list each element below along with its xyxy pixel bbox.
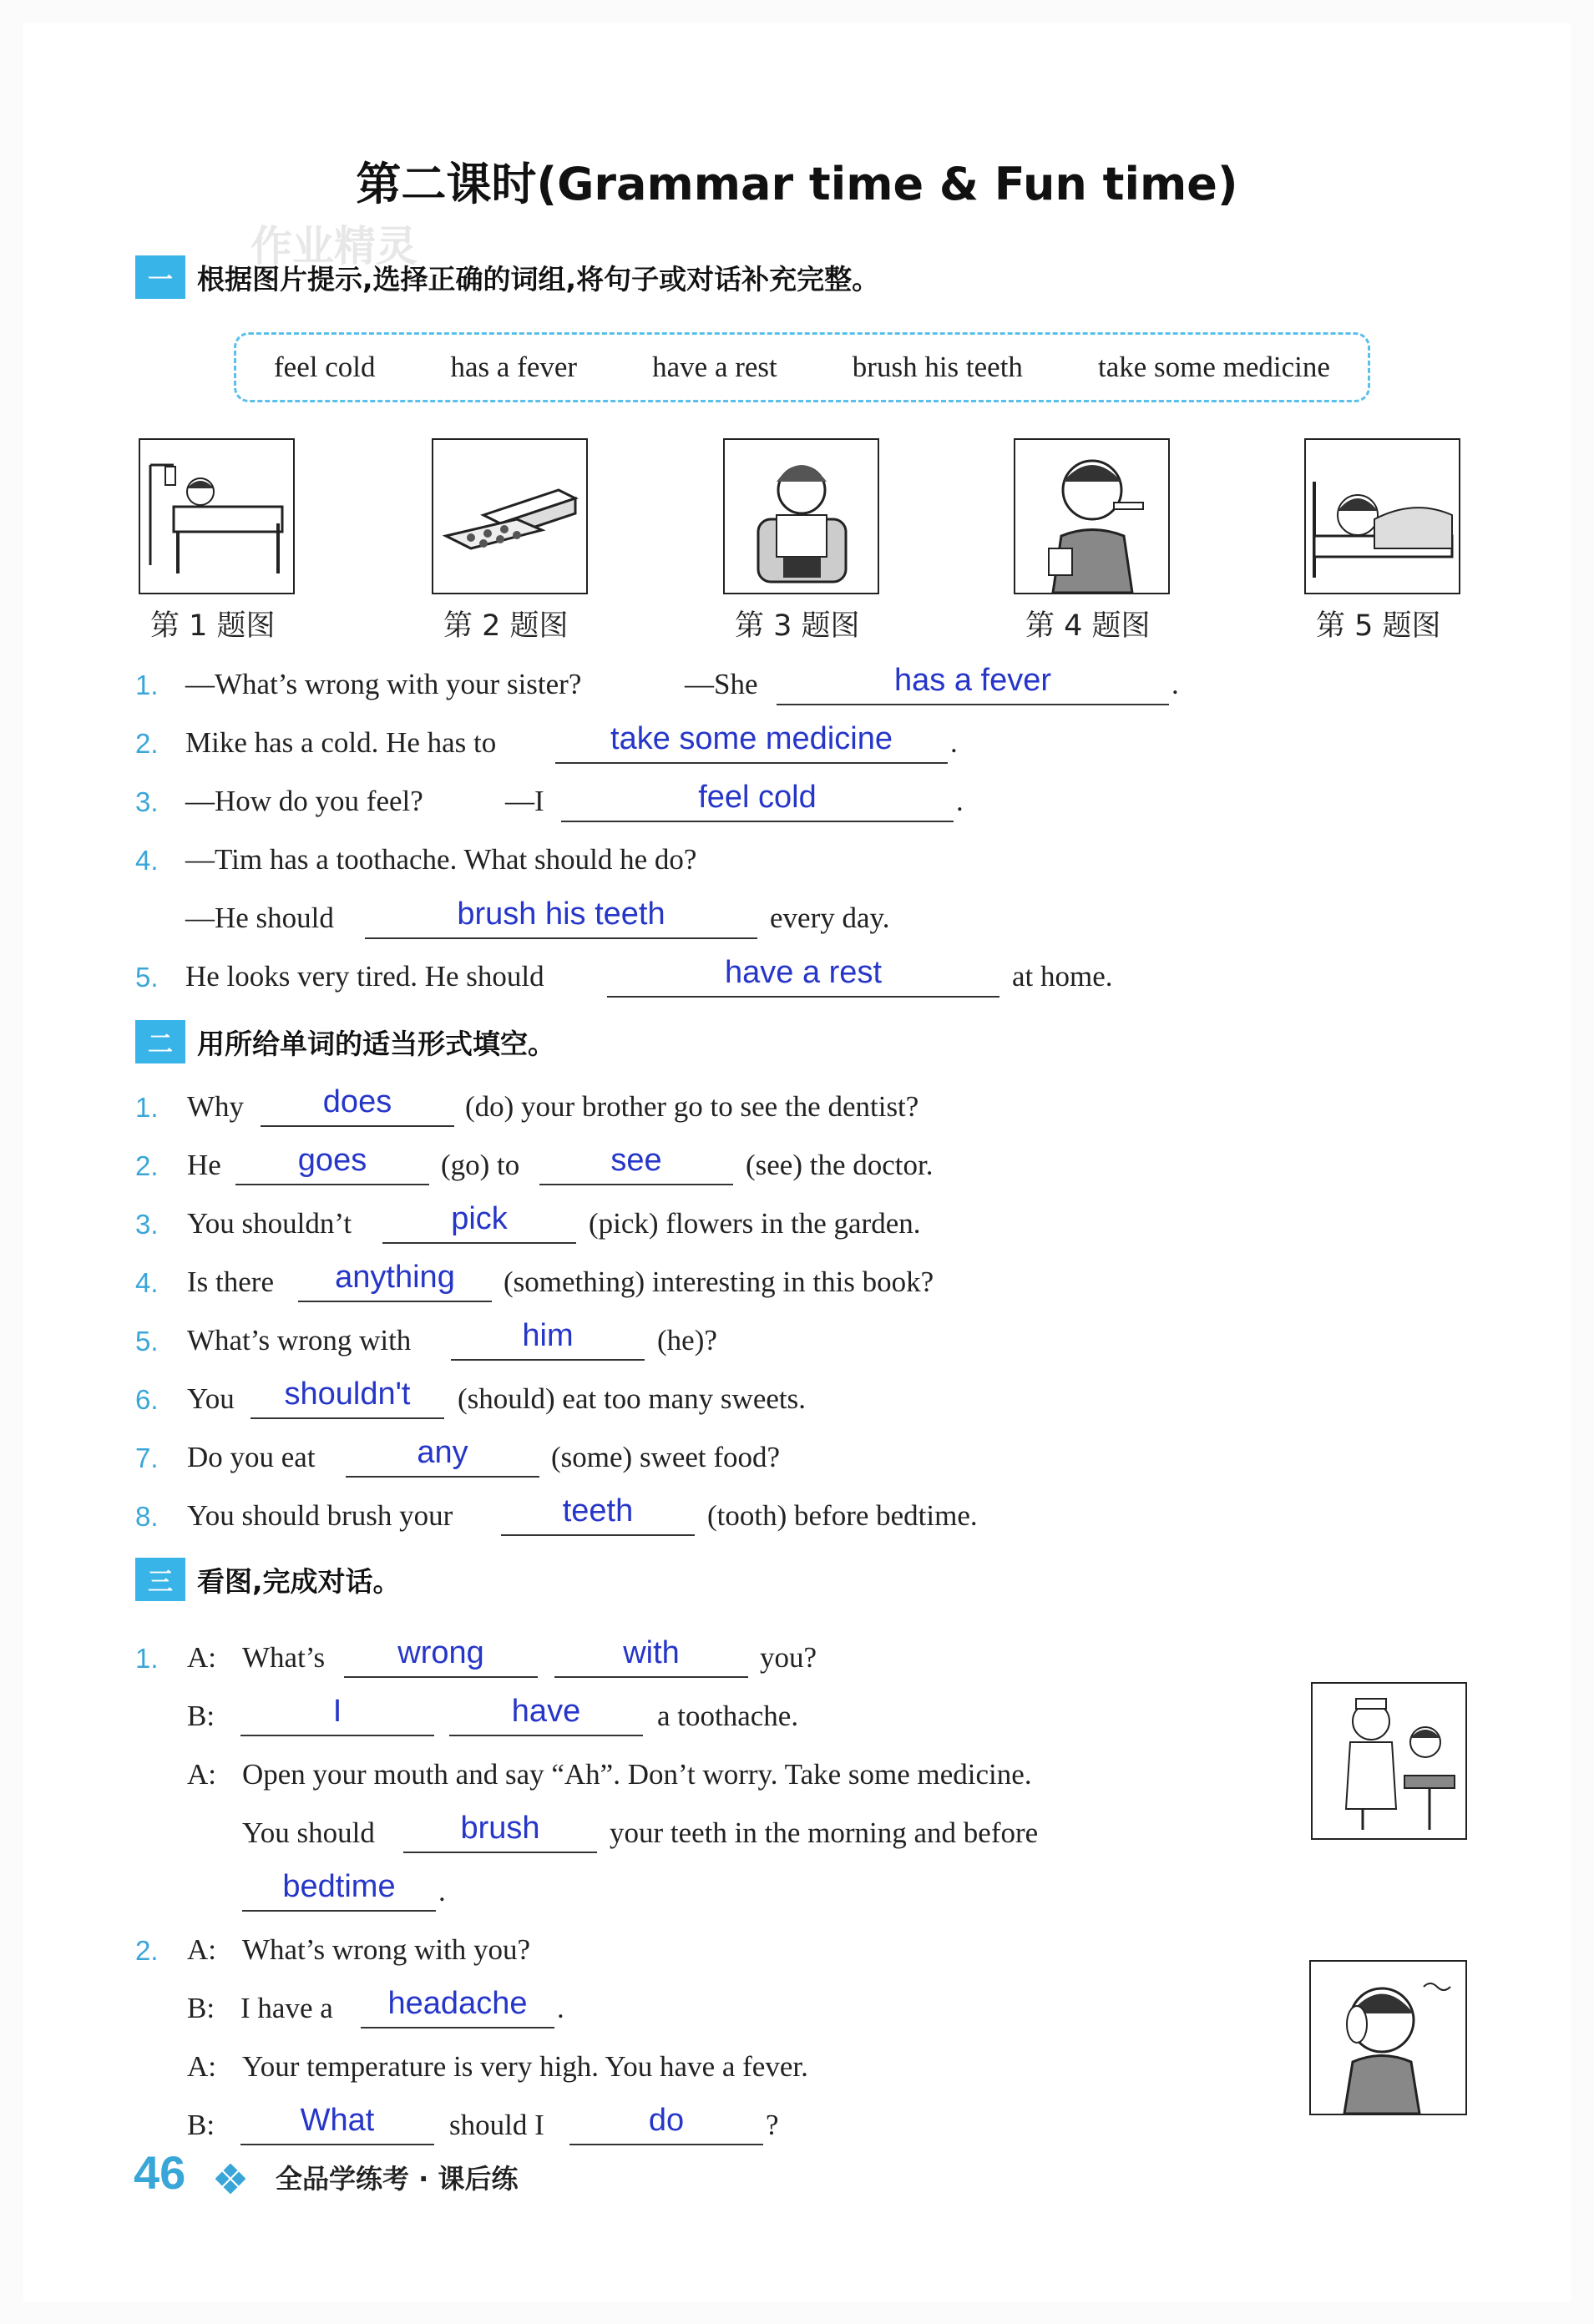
answer-text: headache (387, 1986, 528, 2021)
question-text: —He should (185, 902, 334, 934)
answer-blank[interactable] (449, 1695, 643, 1736)
dialogue-text: You should (242, 1816, 375, 1849)
question-text: . (950, 726, 958, 759)
dialogue-text: your teeth in the morning and before (610, 1816, 1039, 1849)
section-badge: 一 (135, 255, 185, 299)
question-text: at home. (1012, 960, 1113, 993)
question-text: (go) to (441, 1149, 520, 1181)
answer-text: any (417, 1435, 468, 1470)
dialogue-text: Your temperature is very high. You have a fever. (242, 2050, 808, 2083)
answer-text: have (511, 1694, 581, 1729)
answer-blank[interactable] (346, 1436, 539, 1478)
dialogue-text: . (438, 1875, 446, 1907)
section-instruction: 用所给单词的适当形式填空。 (197, 1027, 555, 1060)
word-bank (234, 332, 1370, 402)
picture-feel-cold (723, 438, 879, 594)
dialogue-text: . (557, 1992, 564, 2024)
answer-blank[interactable] (382, 1202, 576, 1244)
question-text: (some) sweet food? (551, 1441, 781, 1473)
question-text: —I (505, 785, 544, 817)
picture-sick-in-bed (139, 438, 295, 594)
question-text: You shouldn’t (187, 1207, 352, 1240)
question-text: (he)? (657, 1324, 717, 1357)
answer-text: pick (451, 1201, 508, 1236)
dialogue-text: What’s (242, 1641, 326, 1674)
speaker-label: A: (187, 1933, 216, 1966)
question-number: 7. (135, 1442, 159, 1473)
question-number: 5. (135, 1326, 159, 1357)
page-title: 第二课时(Grammar time & Fun time) (356, 158, 1238, 210)
section-instruction: 根据图片提示,选择正确的词组,将句子或对话补充完整。 (197, 262, 880, 296)
section-3-header (135, 1558, 401, 1601)
answer-blank[interactable] (250, 1377, 444, 1419)
question-number: 2. (135, 1935, 159, 1966)
answer-blank[interactable] (777, 664, 1169, 705)
question-number: 1. (135, 669, 159, 700)
dialogue-text: a toothache. (657, 1700, 799, 1732)
answer-blank[interactable] (344, 1636, 538, 1678)
word-option: have a rest (652, 351, 777, 383)
answer-text: does (322, 1084, 392, 1119)
question-text: You should brush your (187, 1499, 453, 1532)
dialogue-text: you? (760, 1641, 817, 1674)
question-text: —Tim has a toothache. What should he do? (185, 843, 697, 876)
answer-text: brush his teeth (457, 897, 665, 932)
answer-blank[interactable] (451, 1319, 645, 1361)
question-number: 3. (135, 786, 159, 817)
question-number: 4. (135, 845, 159, 876)
question-text: What’s wrong with (187, 1324, 412, 1357)
answer-text: him (522, 1318, 574, 1353)
answer-blank[interactable] (607, 956, 999, 998)
question-text: You (187, 1382, 235, 1415)
question-number: 4. (135, 1267, 159, 1298)
question-text: He looks very tired. He should (185, 960, 544, 993)
question-text: (tooth) before bedtime. (707, 1499, 978, 1532)
question-text: Why (187, 1090, 245, 1123)
picture-caption: 第 2 题图 (443, 609, 569, 643)
answer-text: shouldn't (284, 1377, 411, 1412)
question-number: 8. (135, 1501, 159, 1532)
answer-blank[interactable] (365, 897, 757, 939)
dialogue-text: should I (449, 2109, 544, 2141)
book-title: 全品学练考 · 课后练 (276, 2163, 519, 2195)
section-2-header (135, 1020, 555, 1063)
picture-headache (1309, 1960, 1467, 2115)
watermark: 作业精灵 (250, 222, 417, 270)
picture-rest-in-bed (1304, 438, 1460, 594)
question-text: . (1171, 668, 1179, 700)
dialogue-text: Open your mouth and say “Ah”. Don’t worry. Take some medicine. (242, 1758, 1032, 1791)
picture-caption: 第 4 题图 (1025, 609, 1151, 643)
picture-caption: 第 5 题图 (1316, 609, 1441, 643)
question-text: (should) eat too many sweets. (458, 1382, 806, 1415)
answer-blank[interactable] (561, 781, 954, 822)
word-option: brush his teeth (852, 351, 1023, 383)
question-text: (pick) flowers in the garden. (589, 1207, 921, 1240)
question-text: —She (685, 668, 758, 700)
speaker-label: B: (187, 2109, 215, 2141)
answer-text: take some medicine (610, 721, 893, 756)
answer-text: do (648, 2103, 685, 2138)
answer-text: brush (460, 1811, 540, 1846)
dialogue-text: ? (766, 2109, 779, 2141)
word-option: take some medicine (1097, 351, 1330, 383)
page-number: 46 (134, 2146, 186, 2199)
picture-caption: 第 1 题图 (150, 609, 276, 643)
question-number: 5. (135, 962, 159, 993)
word-option: has a fever (450, 351, 578, 383)
speaker-label: A: (187, 2050, 216, 2083)
picture-brush-teeth (1014, 438, 1170, 594)
section-badge: 二 (135, 1020, 185, 1063)
question-text: Mike has a cold. He has to (185, 726, 497, 759)
answer-text: What (300, 2103, 375, 2138)
question-number: 3. (135, 1209, 159, 1240)
answer-text: goes (297, 1143, 367, 1178)
question-number: 2. (135, 1150, 159, 1181)
answer-text: anything (335, 1260, 455, 1295)
answer-text: feel cold (698, 780, 817, 815)
picture-dentist (1311, 1682, 1467, 1840)
question-text: (something) interesting in this book? (504, 1266, 934, 1298)
question-number: 1. (135, 1092, 159, 1123)
question-text: (see) the doctor. (746, 1149, 934, 1181)
question-text: Is there (187, 1266, 274, 1298)
answer-blank[interactable] (555, 722, 948, 764)
answer-text: wrong (397, 1635, 484, 1670)
answer-blank[interactable] (235, 1144, 429, 1185)
section-badge: 三 (135, 1558, 185, 1601)
dialogue-text: I have a (240, 1992, 333, 2024)
answer-blank[interactable] (501, 1494, 695, 1536)
answer-blank[interactable] (240, 2104, 434, 2145)
question-text: (do) your brother go to see the dentist? (465, 1090, 919, 1123)
question-number: 1. (135, 1643, 159, 1674)
question-text: . (956, 785, 964, 817)
answer-blank[interactable] (361, 1987, 554, 2028)
answer-text: see (610, 1143, 662, 1178)
diamond-icon (215, 2164, 245, 2194)
answer-text: have a rest (725, 955, 882, 990)
answer-blank[interactable] (240, 1695, 434, 1736)
speaker-label: A: (187, 1758, 216, 1791)
question-text: Do you eat (187, 1441, 316, 1473)
answer-blank[interactable] (539, 1144, 733, 1185)
speaker-label: B: (187, 1992, 215, 2024)
dialogue-text: What’s wrong with you? (242, 1933, 531, 1966)
speaker-label: A: (187, 1641, 216, 1674)
question-number: 2. (135, 728, 159, 759)
question-number: 6. (135, 1384, 159, 1415)
answer-text: with (623, 1635, 680, 1670)
answer-blank[interactable] (298, 1261, 492, 1302)
word-option: feel cold (274, 351, 376, 383)
speaker-label: B: (187, 1700, 215, 1732)
answer-blank[interactable] (403, 1811, 597, 1853)
question-text: every day. (770, 902, 890, 934)
question-text: He (187, 1149, 221, 1181)
answer-blank[interactable] (554, 1636, 748, 1678)
section-instruction: 看图,完成对话。 (197, 1564, 401, 1598)
answer-blank[interactable] (242, 1870, 436, 1912)
answer-text: bedtime (282, 1869, 396, 1904)
answer-blank[interactable] (569, 2104, 763, 2145)
picture-caption: 第 3 题图 (735, 609, 860, 643)
answer-text: I (332, 1694, 342, 1729)
answer-text: teeth (562, 1493, 634, 1528)
picture-medicine (432, 438, 588, 594)
answer-text: has a fever (894, 663, 1051, 698)
section-1-header (135, 255, 879, 299)
question-text: —What’s wrong with your sister? (185, 668, 582, 700)
answer-blank[interactable] (261, 1085, 454, 1127)
question-text: —How do you feel? (185, 785, 423, 817)
